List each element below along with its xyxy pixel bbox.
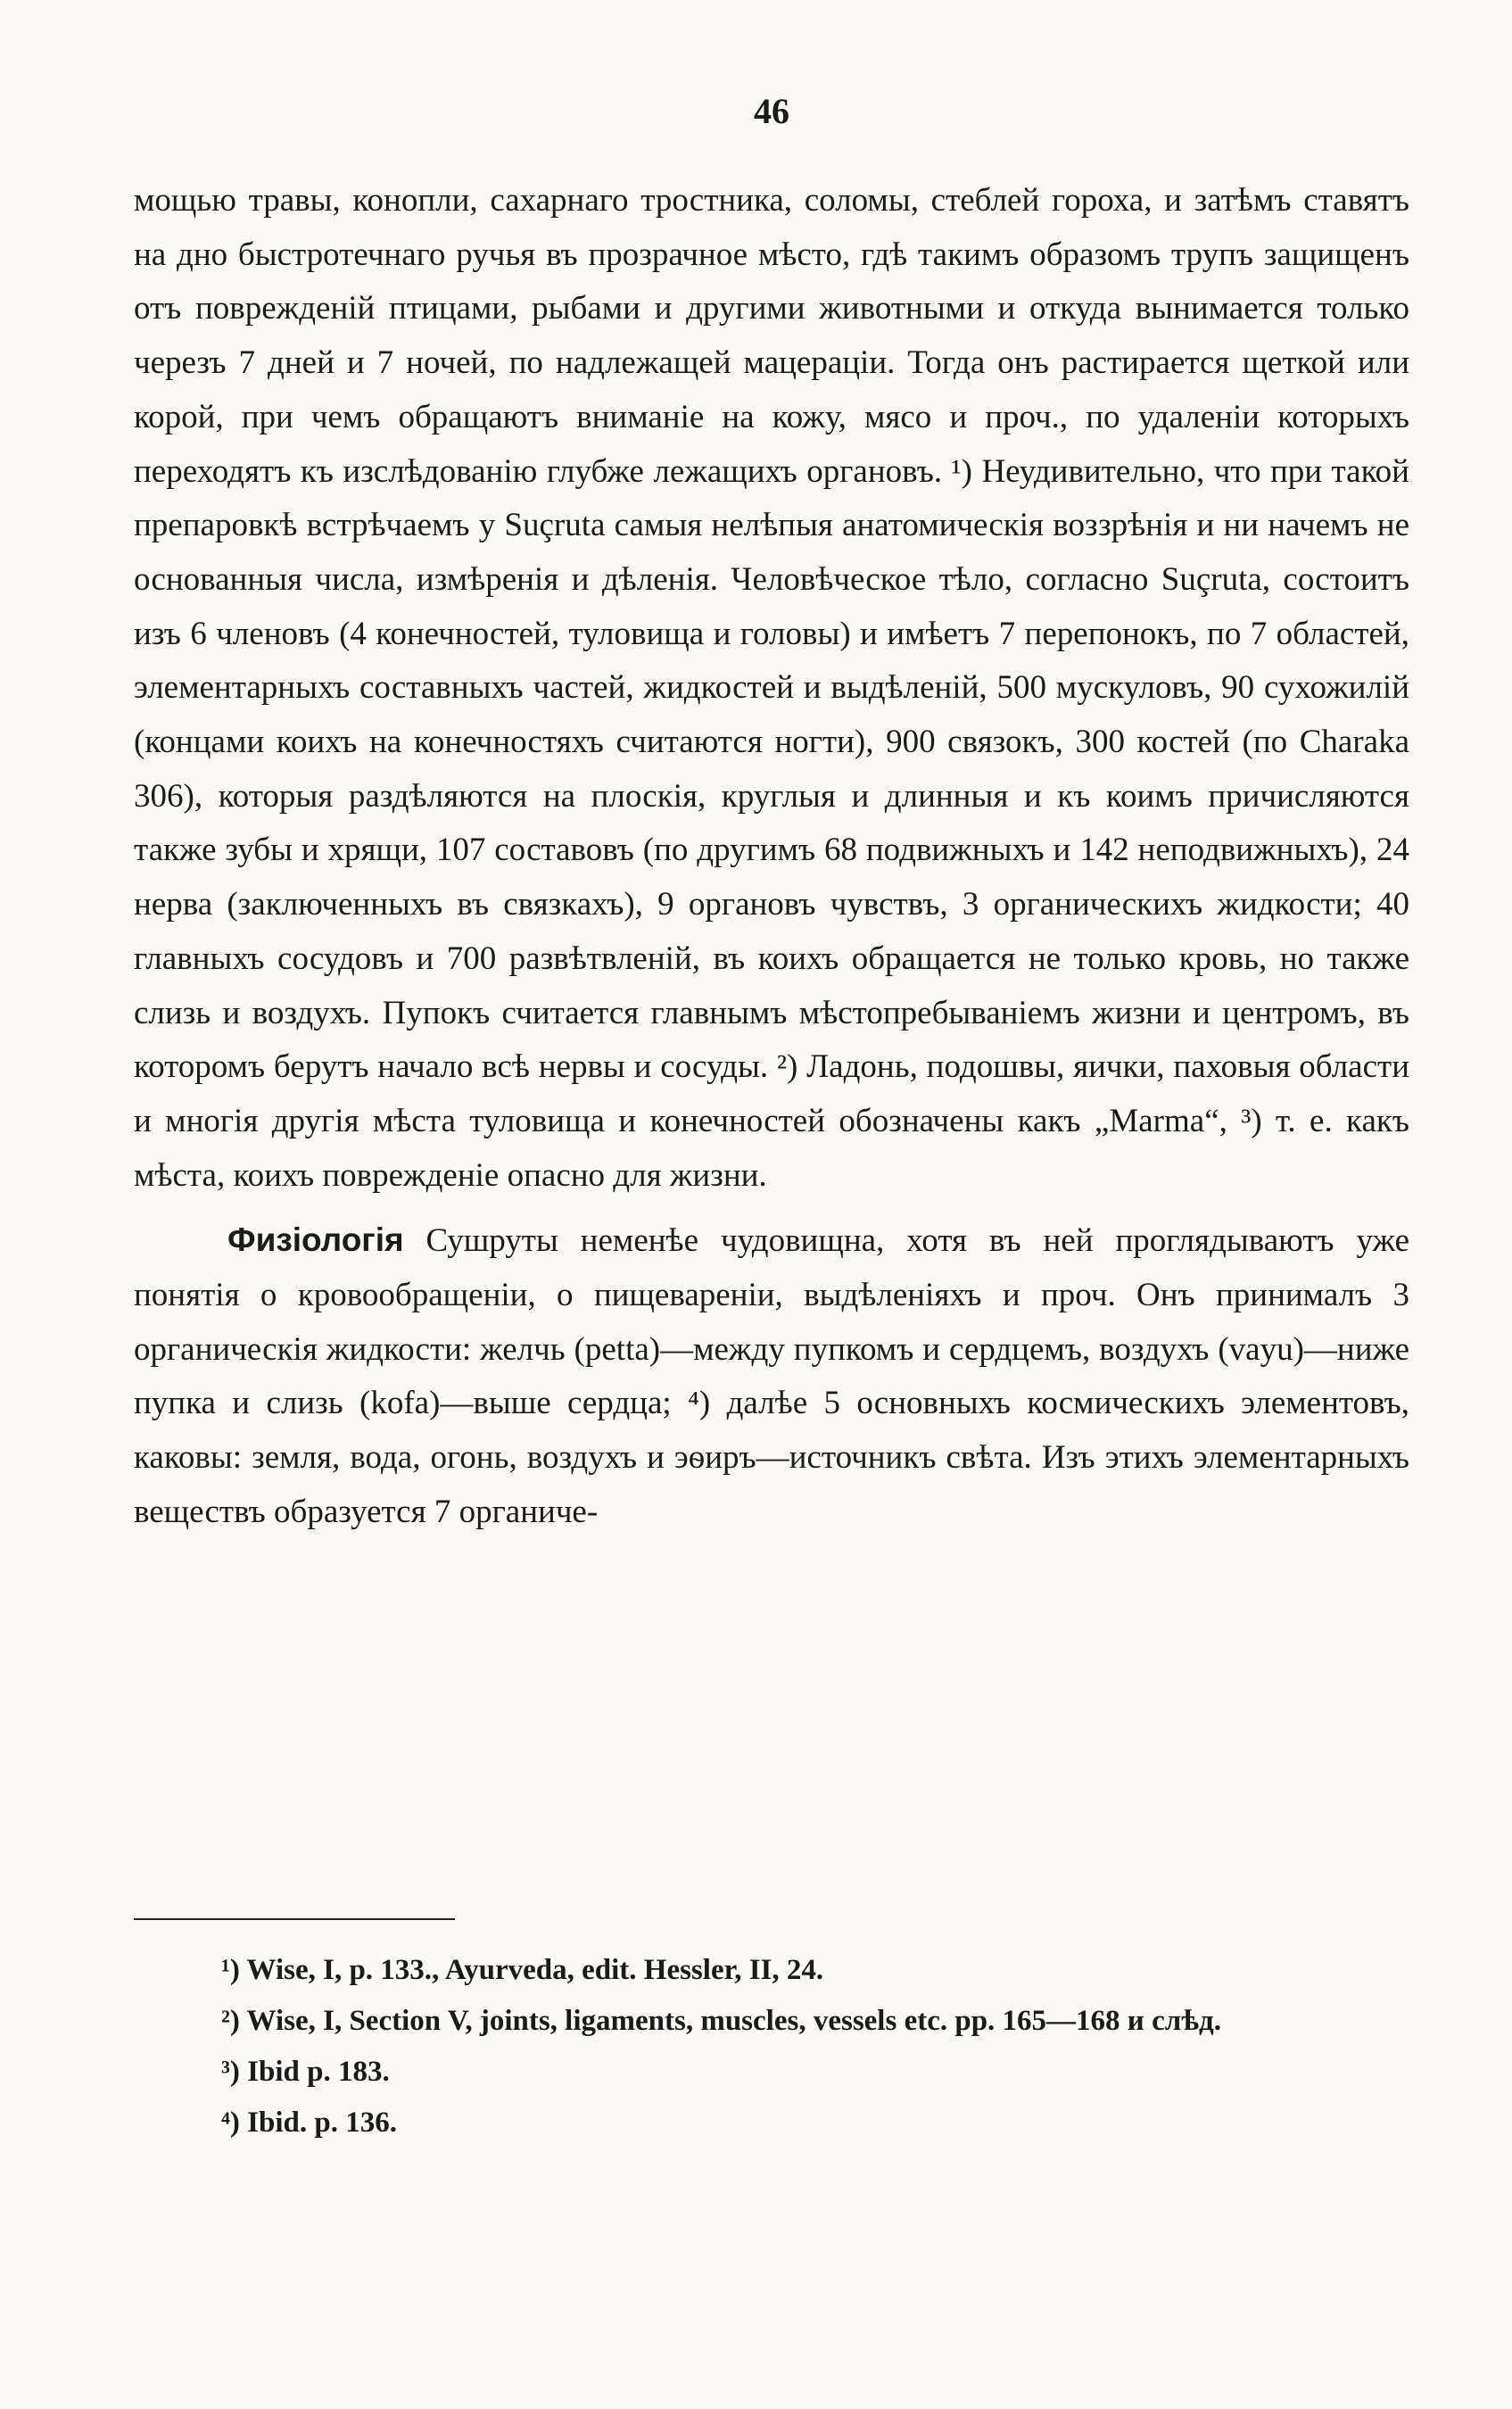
- footnote-4: [134, 2098, 1409, 2148]
- footnote-marker: ³): [221, 2056, 240, 2088]
- footnote-text: Wise, I, p. 133., Ayurveda, edit. Hessler, II, 24.: [239, 1954, 824, 1986]
- paragraph-physiology-text: Сушруты неменѣе чудовищна, хотя въ ней проглядываютъ уже понятія о кровообращеніи, о пищевареніи, выдѣленіяхъ и проч. Онъ принималъ 3 органическія жидкости: желчь (petta)—между пупкомъ и сердцемъ, воздухъ (vayu)—ниже пупка и слизь (kofa)—выше сердца; ⁴) далѣе 5 основныхъ космическихъ элементовъ, каковы: земля, вода, огонь, воздухъ и эѳиръ—источникъ свѣта. Изъ этихъ элементарныхъ веществъ образуется 7 органиче-: [134, 1222, 1409, 1530]
- footnotes: [134, 1945, 1409, 2148]
- footnote-2: [134, 1996, 1409, 2047]
- paragraph-anatomy: мощью травы, конопли, сахарнаго тростника, соломы, стеблей гороха, и затѣмъ ставятъ на дно быстротечнаго ручья въ прозрачное мѣсто, гдѣ такимъ образомъ трупъ защищенъ отъ поврежденій птицами, рыбами и другими животными и откуда вынимается только черезъ 7 дней и 7 ночей, по надлежащей мацераціи. Тогда онъ растирается щеткой или корой, при чемъ обращаютъ вниманіе на кожу, мясо и проч., по удаленіи которыхъ переходятъ къ изслѣдованію глубже лежащихъ органовъ. ¹) Неудивительно, что при такой препаровкѣ встрѣчаемъ у Suçruta самыя нелѣпыя анатомическія воззрѣнія и ни начемъ не основанныя числа, измѣренія и дѣленія. Человѣческое тѣло, согласно Suçruta, состоитъ изъ 6 членовъ (4 конечностей, туловища и головы) и имѣетъ 7 перепонокъ, по 7 областей, элементарныхъ составныхъ частей, жидкостей и выдѣленій, 500 мускуловъ, 90 сухожилій (концами коихъ на конечностяхъ считаются ногти), 900 связокъ, 300 костей (по Charaka 306), которыя раздѣляются на плоскія, круглыя и длинныя и къ коимъ причисляются также зубы и хрящи, 107 составовъ (по другимъ 68 подвижныхъ и 142 неподвижныхъ), 24 нерва (заключенныхъ въ связкахъ), 9 органовъ чувствъ, 3 органическихъ жидкости; 40 главныхъ сосудовъ и 700 развѣтвленій, въ коихъ обращается не только кровь, но также слизь и воздухъ. Пупокъ считается главнымъ мѣстопребываніемъ жизни и центромъ, въ которомъ берутъ начало всѣ нервы и сосуды. ²) Ладонь, подошвы, яички, паховыя области и многія другія мѣста туловища и конечностей обозначены какъ „Marma“, ³) т. е. какъ мѣста, коихъ поврежденіе опасно для жизни.: [134, 182, 1409, 1194]
- paragraph-physiology: [134, 1213, 1409, 1539]
- footnote-text: Ibid. p. 136.: [239, 2107, 397, 2139]
- page-number: 46: [754, 91, 789, 131]
- footnote-separator: [134, 1918, 455, 1920]
- footnote-marker: ⁴): [221, 2107, 240, 2139]
- footnote-1: [134, 1945, 1409, 1996]
- footnote-text: Wise, I, Section V, joints, ligaments, muscles, vessels etc. pp. 165—168 и слѣд.: [239, 2005, 1221, 2037]
- main-text: [134, 174, 1409, 1540]
- footnote-marker: ¹): [221, 1954, 240, 1986]
- footnote-marker: ²): [221, 2005, 240, 2037]
- footnote-text: Ibid p. 183.: [239, 2056, 390, 2088]
- footnote-3: [134, 2047, 1409, 2098]
- document-page: [134, 85, 1409, 2369]
- section-heading-physiology: Физіологія: [227, 1221, 404, 1259]
